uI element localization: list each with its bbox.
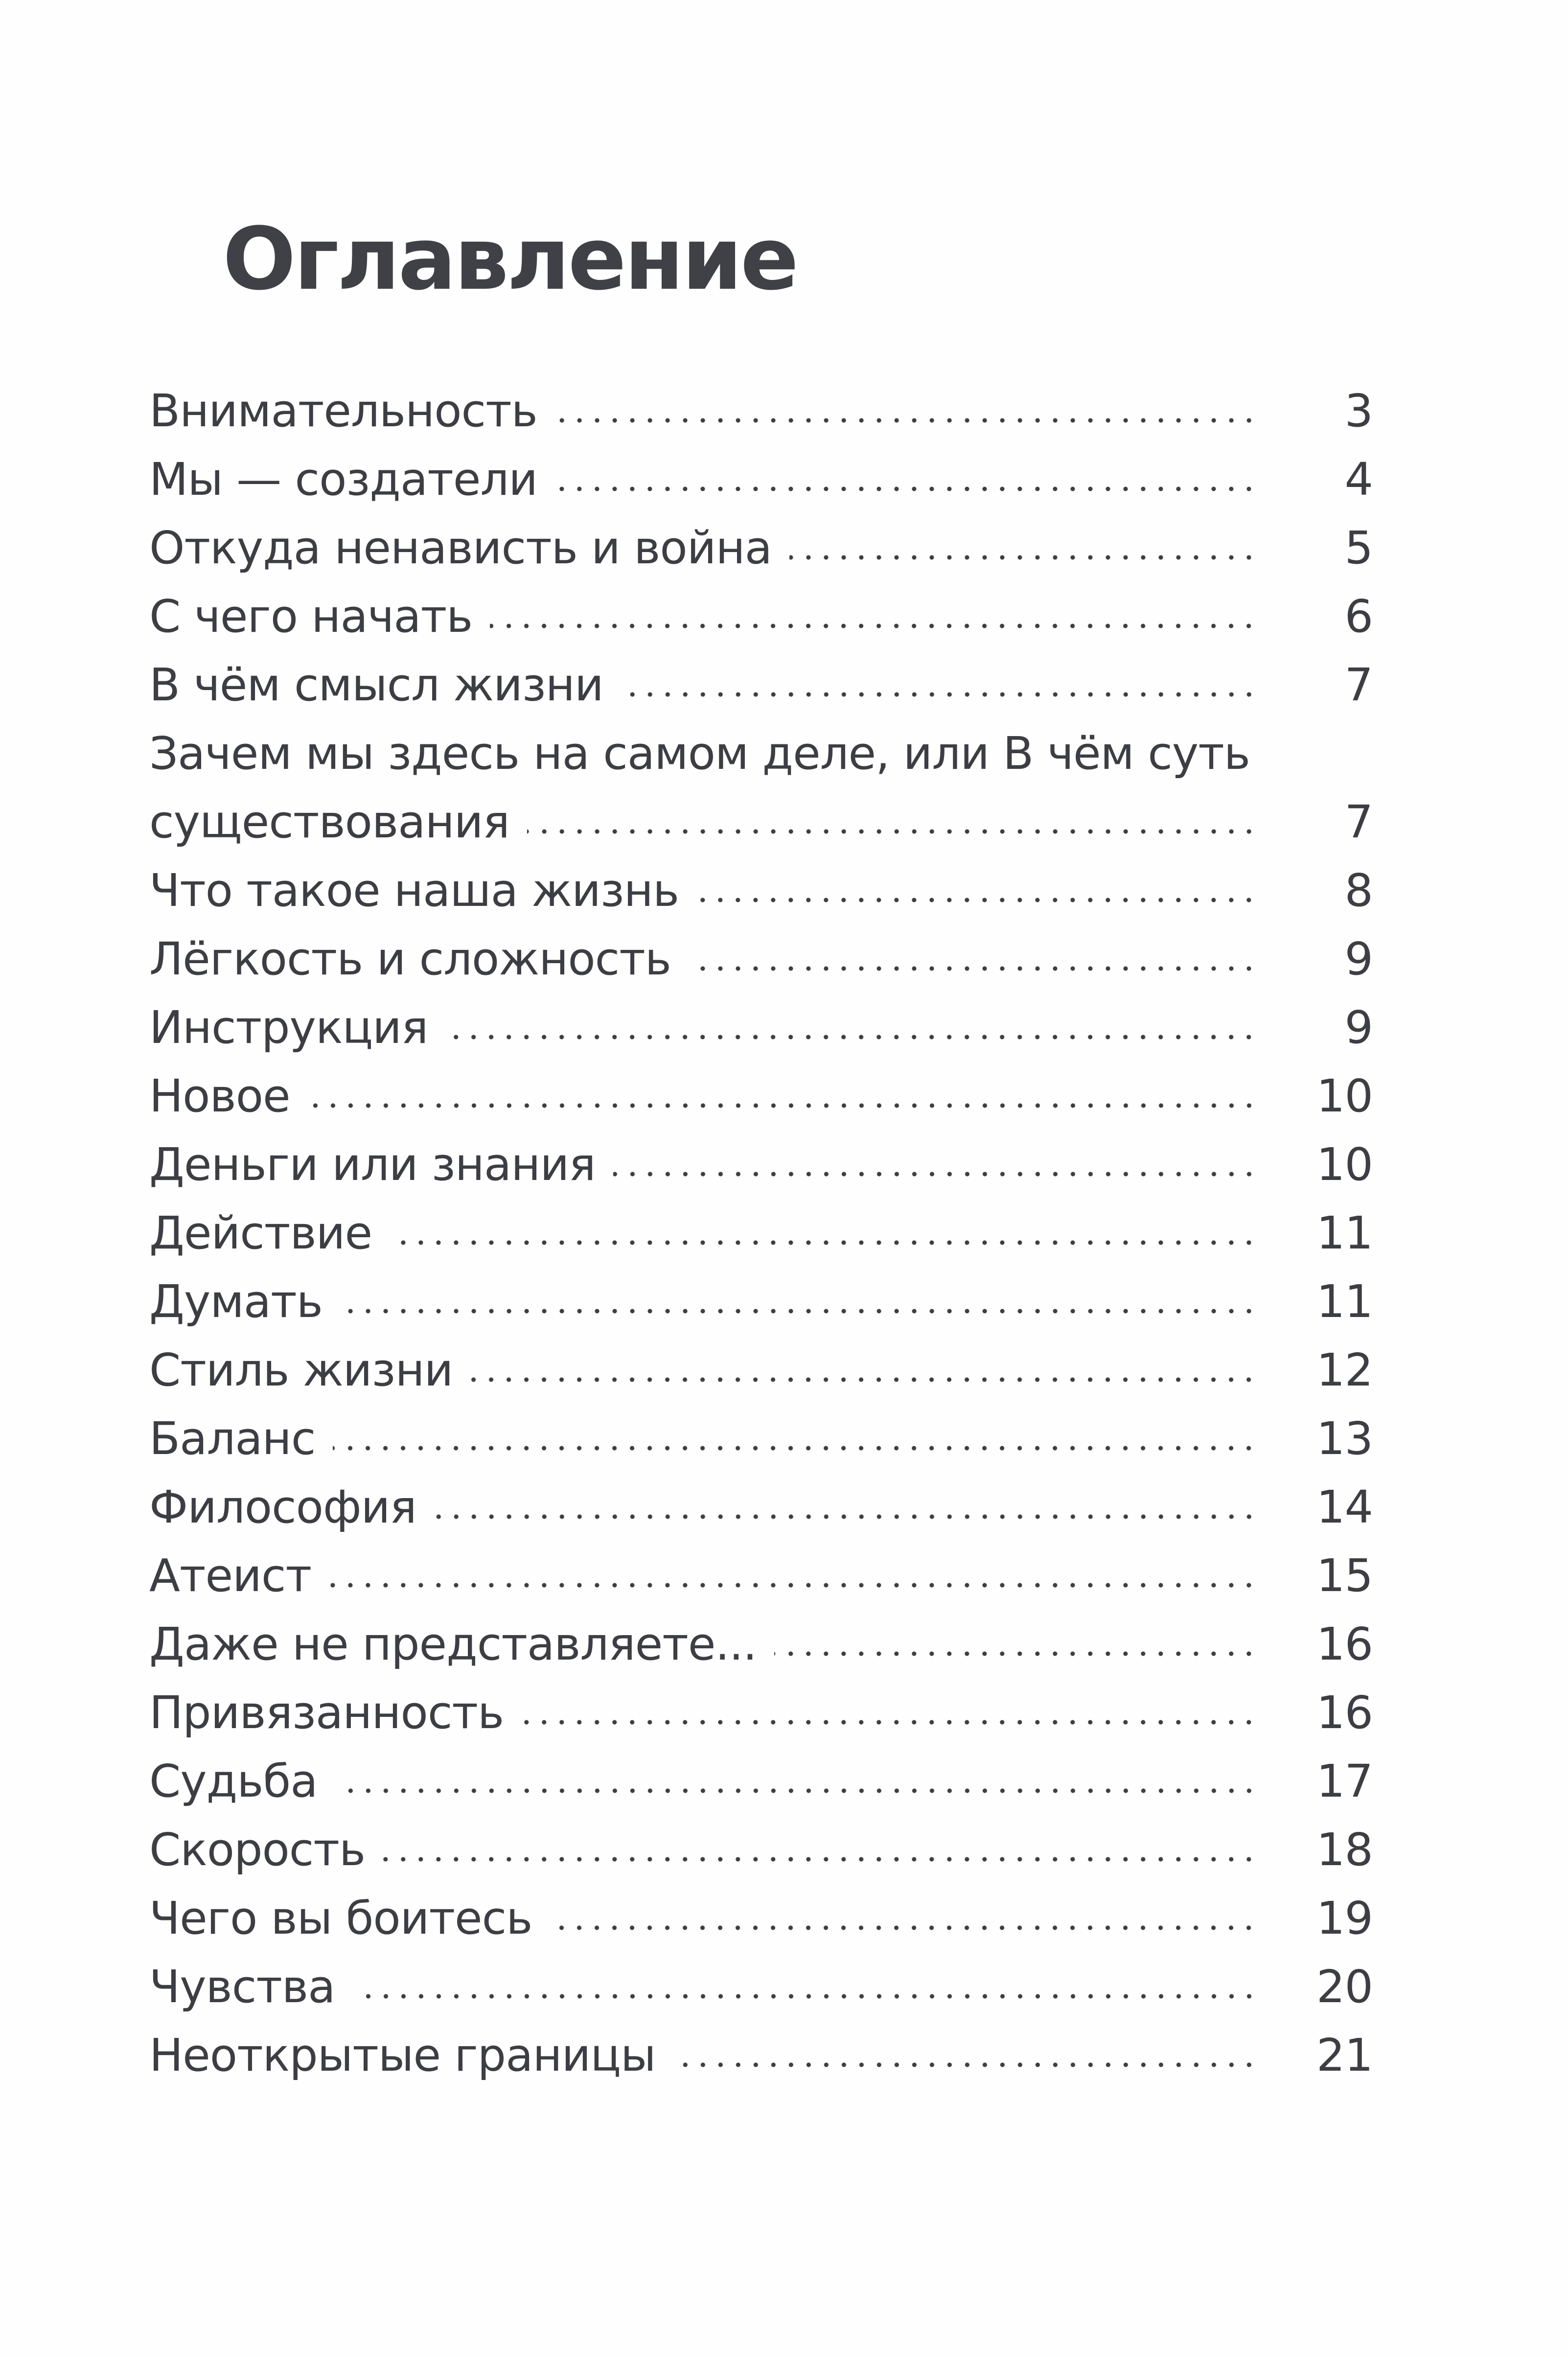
toc-entry-label: Неоткрытые границы: [149, 2029, 656, 2081]
toc-entry[interactable]: [149, 651, 1373, 719]
toc-entry[interactable]: [149, 1610, 1373, 1679]
toc-entry-label: Откуда ненависть и война: [149, 522, 772, 574]
page-title: Оглавление: [223, 209, 797, 309]
toc-entry[interactable]: [149, 1816, 1373, 1884]
toc-page-number: 18: [1316, 1824, 1373, 1876]
toc-entry-label: Баланс: [149, 1412, 316, 1465]
toc-page-number: 19: [1316, 1892, 1373, 1944]
dot-leader: [383, 1854, 1258, 1864]
toc-page-number: 8: [1344, 864, 1373, 917]
toc-entry[interactable]: [149, 994, 1373, 1062]
toc-page-number: 21: [1316, 2029, 1373, 2081]
toc-page-number: 11: [1316, 1275, 1373, 1328]
toc-entry-label: Судьба: [149, 1755, 318, 1807]
toc-entry[interactable]: [149, 1884, 1373, 1953]
toc-entry-label: Чего вы боитесь: [149, 1892, 532, 1944]
toc-entry-label: С чего начать: [149, 590, 473, 643]
toc-entry[interactable]: [149, 582, 1373, 651]
dot-leader: [434, 1512, 1258, 1522]
toc-entry[interactable]: [149, 1199, 1373, 1268]
dot-leader: [490, 621, 1258, 631]
toc-page-number: 13: [1316, 1412, 1373, 1465]
dot-leader: [689, 964, 1258, 973]
toc-entry[interactable]: [149, 1473, 1373, 1542]
dot-leader: [390, 1238, 1258, 1248]
toc-entry[interactable]: [149, 856, 1373, 925]
toc-page-number: 17: [1316, 1755, 1373, 1807]
toc-page-number: 10: [1316, 1138, 1373, 1191]
toc-entry-label: Атеист: [149, 1549, 312, 1602]
toc-page-number: 11: [1316, 1207, 1373, 1259]
toc-entry-line2: [149, 788, 1373, 856]
toc-page-number: 4: [1344, 453, 1373, 506]
toc-entry-label: Чувства: [149, 1961, 335, 2013]
toc-entry[interactable]: [149, 514, 1373, 582]
toc-page-number: 3: [1344, 385, 1373, 437]
toc-entry[interactable]: [149, 1131, 1373, 1199]
toc-page-number: 9: [1344, 933, 1373, 985]
toc-entry[interactable]: [149, 1747, 1373, 1816]
toc-entry[interactable]: [149, 2021, 1373, 2090]
dot-leader: [329, 1580, 1258, 1590]
toc-page-number: 20: [1316, 1961, 1373, 2013]
toc-entry-label-line2: существования: [149, 796, 509, 848]
toc-page-number: 16: [1316, 1618, 1373, 1670]
toc-page-number: 5: [1344, 522, 1373, 574]
toc-entry-label: Инструкция: [149, 1001, 428, 1054]
toc-entry-label: Лёгкость и сложность: [149, 933, 671, 985]
toc-page-number: 16: [1316, 1687, 1373, 1739]
toc-entry-label: Внимательность: [149, 385, 537, 437]
toc-entry[interactable]: [149, 1268, 1373, 1336]
dot-leader: [555, 484, 1258, 494]
toc-page-number: 9: [1344, 1001, 1373, 1054]
toc-entry[interactable]: [149, 445, 1373, 514]
toc-entry-label-line1: Зачем мы здесь на самом деле, или В чём суть: [149, 727, 1250, 780]
toc-page-number: 6: [1344, 590, 1373, 643]
dot-leader: [527, 827, 1258, 836]
toc-entry-label: Привязанность: [149, 1687, 504, 1739]
toc-entry-label: Что такое наша жизнь: [149, 864, 679, 917]
dot-leader: [340, 1306, 1258, 1316]
dot-leader: [673, 2060, 1258, 2070]
toc-entry-label: Стиль жизни: [149, 1344, 453, 1396]
dot-leader: [613, 1169, 1258, 1179]
toc-entry-label: Деньги или знания: [149, 1138, 596, 1191]
table-of-contents: [149, 377, 1373, 2090]
toc-page-number: 10: [1316, 1070, 1373, 1122]
toc-entry-label: Мы — создатели: [149, 453, 538, 506]
dot-leader: [789, 553, 1258, 562]
toc-page-number: 15: [1316, 1549, 1373, 1602]
dot-leader: [696, 895, 1258, 905]
toc-page-number: 14: [1316, 1481, 1373, 1533]
toc-entry[interactable]: [149, 1405, 1373, 1473]
dot-leader: [308, 1101, 1258, 1110]
toc-entry-label: Скорость: [149, 1824, 366, 1876]
toc-entry[interactable]: [149, 1062, 1373, 1131]
toc-entry-label: Даже не представляете...: [149, 1618, 757, 1670]
toc-entry[interactable]: [149, 1679, 1373, 1747]
toc-entry-label: Новое: [149, 1070, 290, 1122]
toc-entry-label: Думать: [149, 1275, 323, 1328]
dot-leader: [774, 1649, 1258, 1659]
dot-leader: [333, 1443, 1258, 1453]
toc-entry[interactable]: [149, 1953, 1373, 2021]
dot-leader: [470, 1375, 1258, 1385]
dot-leader: [621, 690, 1258, 699]
toc-page-number: 12: [1316, 1344, 1373, 1396]
toc-entry[interactable]: [149, 377, 1373, 445]
toc-entry-label: Философия: [149, 1481, 416, 1533]
toc-entry[interactable]: [149, 925, 1373, 994]
dot-leader: [335, 1786, 1258, 1796]
toc-entry[interactable]: [149, 719, 1373, 856]
toc-entry-label: В чём смысл жизни: [149, 659, 603, 711]
dot-leader: [550, 1923, 1258, 1933]
toc-entry[interactable]: [149, 1336, 1373, 1405]
toc-page-number: 7: [1344, 659, 1373, 711]
dot-leader: [555, 416, 1258, 425]
dot-leader: [521, 1717, 1258, 1727]
dot-leader: [445, 1032, 1258, 1042]
dot-leader: [353, 1991, 1258, 2001]
toc-entry[interactable]: [149, 1542, 1373, 1610]
toc-page-number: 7: [1344, 796, 1373, 848]
toc-entry-label: Действие: [149, 1207, 372, 1259]
